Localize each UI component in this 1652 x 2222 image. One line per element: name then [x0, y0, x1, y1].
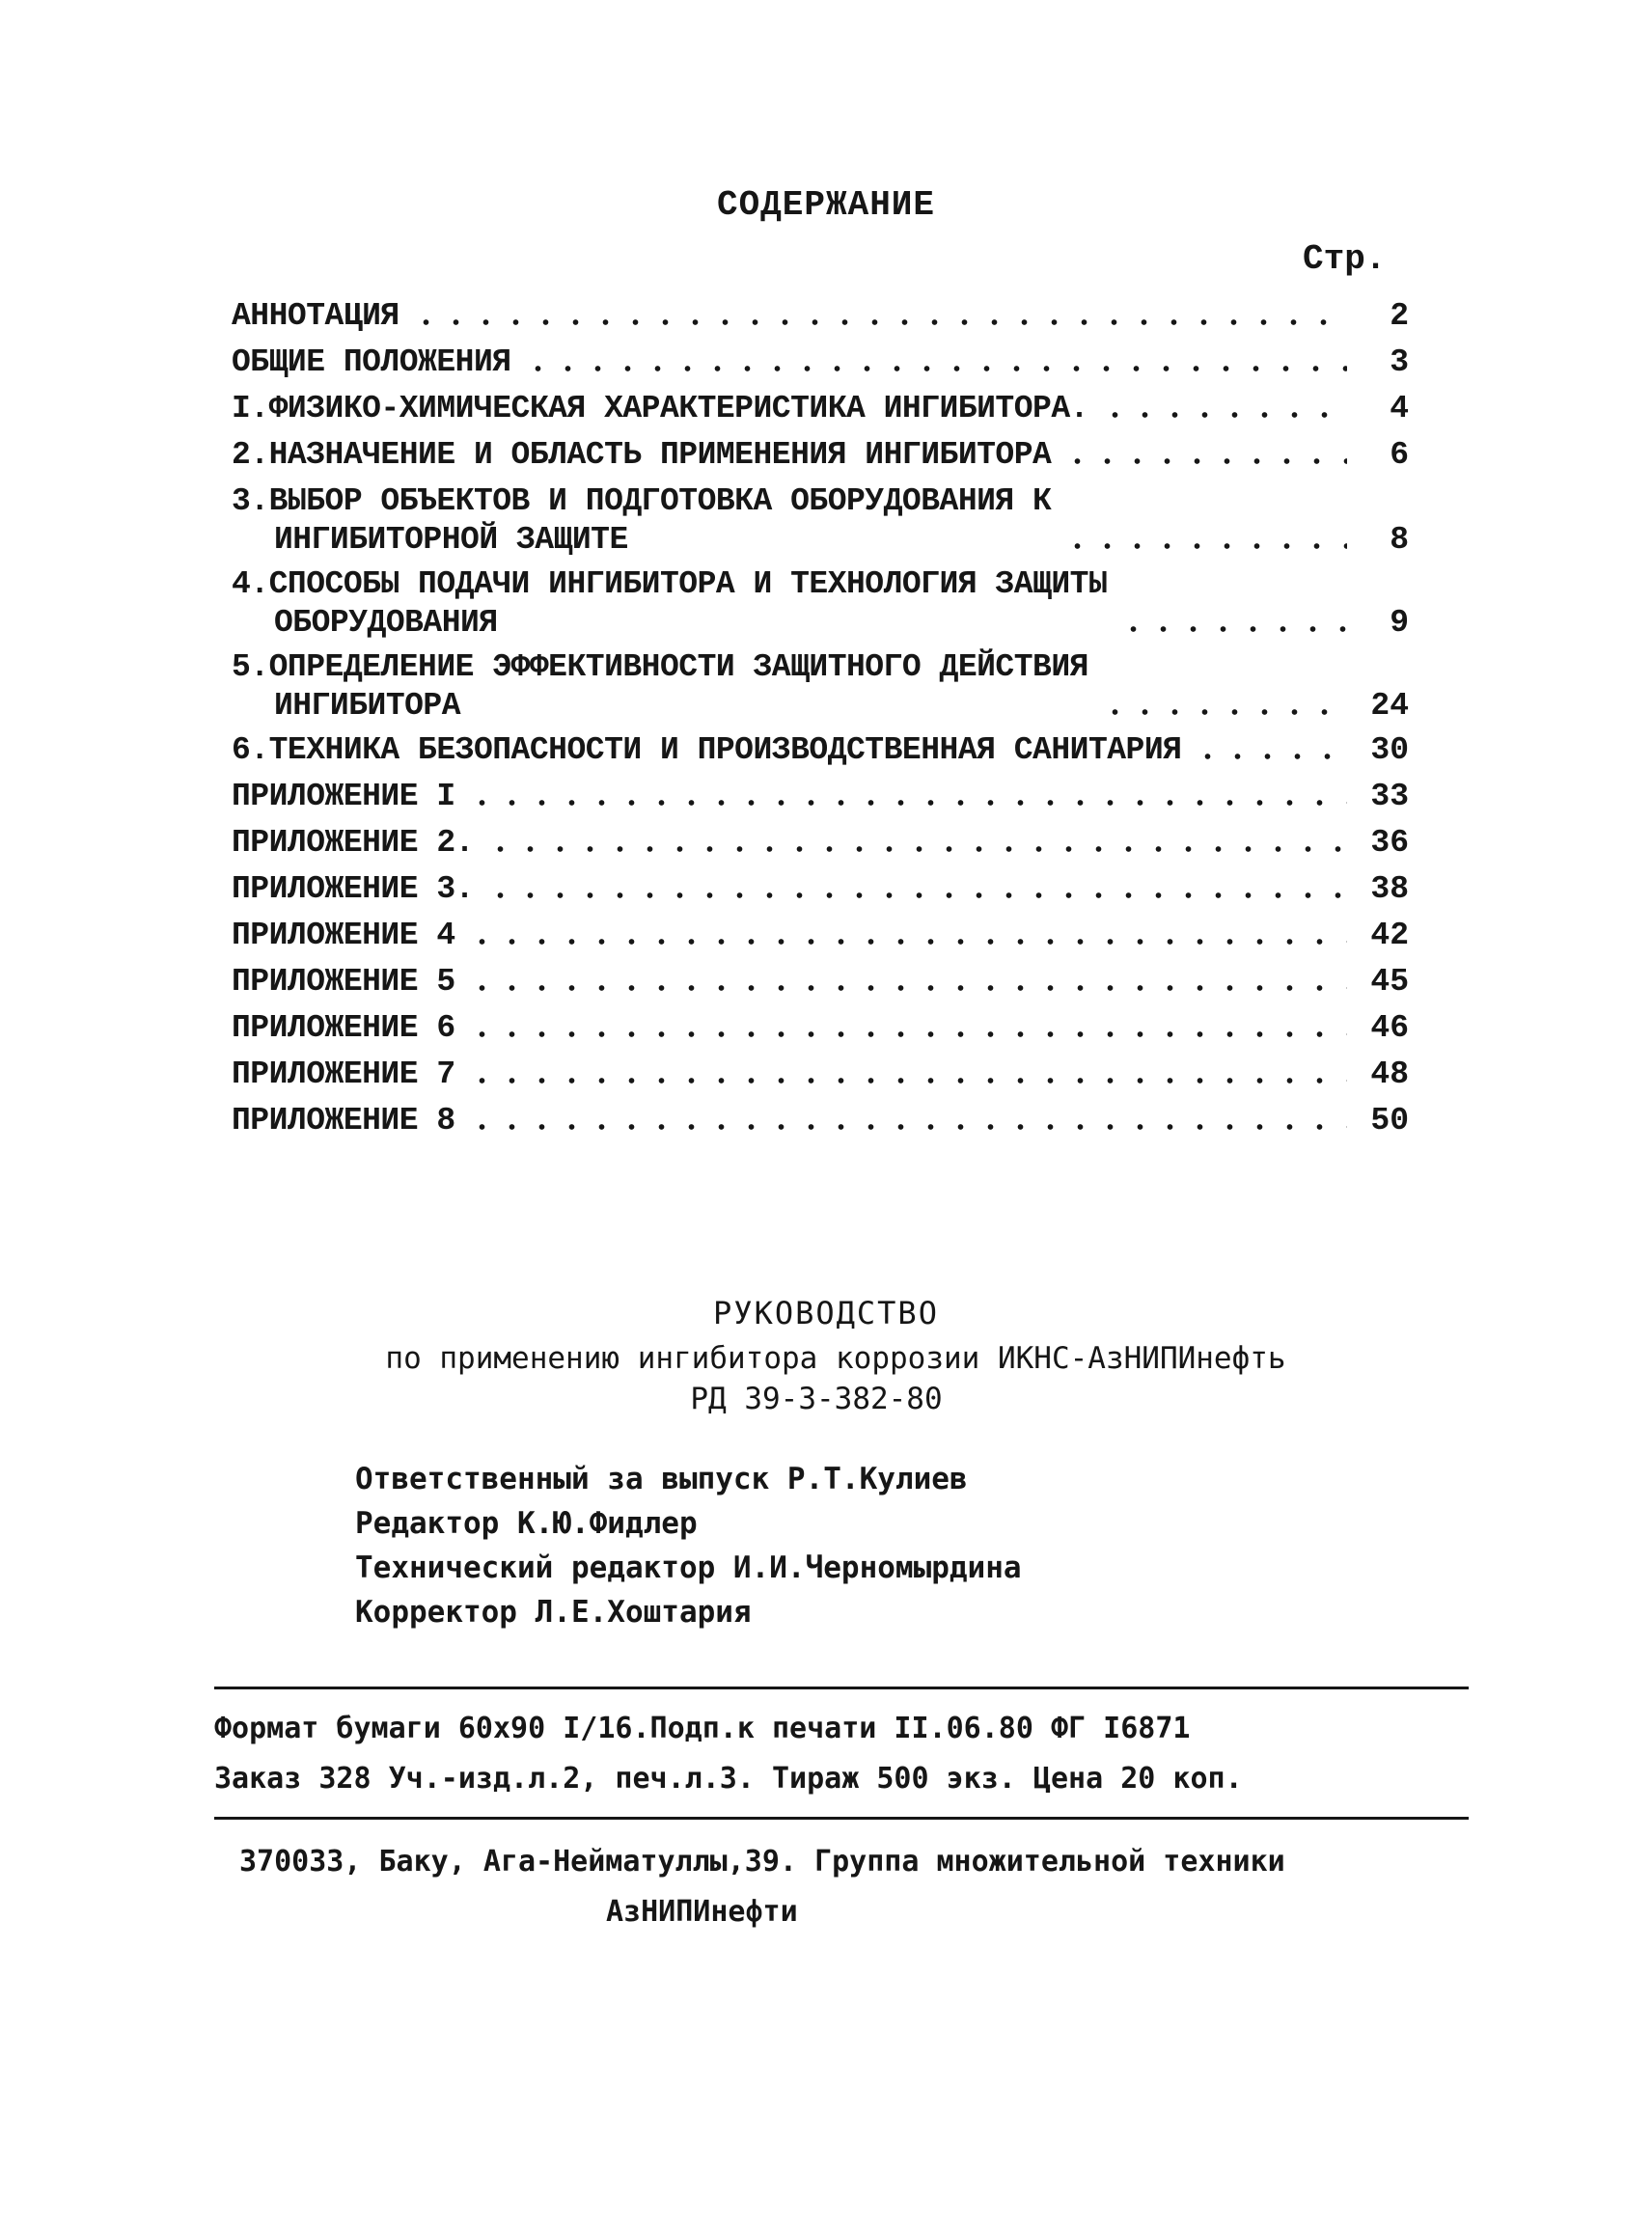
toc-dot-leader [1100, 708, 1347, 716]
divider-bottom [214, 1817, 1469, 1820]
toc-entry-title-line2: ИНГИБИТОРА [274, 688, 461, 724]
toc-entry-title: ПРИЛОЖЕНИЕ 3. [232, 871, 474, 907]
toc-entry [232, 870, 1409, 909]
toc-dot-leader [1100, 411, 1347, 419]
credit-line: Редактор К.Ю.Фидлер [355, 1506, 698, 1541]
toc-entry [232, 917, 1409, 955]
toc-dot-leader [523, 365, 1347, 372]
toc-entry-title-line1: 5.ОПРЕДЕЛЕНИЕ ЭФФЕКТИВНОСТИ ЗАЩИТНОГО ДЕЙСТВИЯ [232, 649, 1088, 685]
toc-entry-page: 50 [1370, 1103, 1409, 1138]
imprint-line: Формат бумаги 60х90 I/16.Подп.к печати II.06.80 ФГ I6871 [214, 1712, 1191, 1745]
toc-page-column-header: Стр. [1303, 239, 1387, 279]
toc-entry-page: 6 [1390, 437, 1409, 473]
credit-line: Ответственный за выпуск Р.Т.Кулиев [355, 1462, 968, 1496]
guide-title-block [0, 1295, 1652, 1416]
toc-entry-page: 2 [1390, 298, 1409, 334]
divider-top [214, 1687, 1469, 1689]
publisher-address: 370033, Баку, Ага-Нейматуллы,39. Группа множительной техники [239, 1845, 1285, 1879]
toc-entry-page: 46 [1370, 1010, 1409, 1046]
toc-entry-title: ПРИЛОЖЕНИЕ 7 [232, 1056, 455, 1092]
toc-entry-title: I.ФИЗИКО-ХИМИЧЕСКАЯ ХАРАКТЕРИСТИКА ИНГИБИТОРА. [232, 391, 1088, 426]
toc-entry-page: 45 [1370, 964, 1409, 1000]
toc-dot-leader [411, 318, 1347, 326]
guide-subtitle: по применению ингибитора коррозии ИКНС-АзНИПИнефть [385, 1341, 1286, 1376]
toc-entry [232, 778, 1409, 816]
toc-entry-page: 3 [1390, 344, 1409, 380]
toc-entry-title: ПРИЛОЖЕНИЕ I [232, 779, 455, 814]
toc-entry-title: ПРИЛОЖЕНИЕ 8 [232, 1103, 455, 1138]
toc-dot-leader [467, 1030, 1347, 1038]
toc-entry-page: 48 [1370, 1056, 1409, 1092]
imprint-block [214, 1704, 1243, 1804]
toc-dot-leader [1062, 457, 1347, 465]
toc-dot-leader [467, 938, 1347, 946]
toc-dot-leader [467, 1077, 1347, 1084]
toc-entry-page: 36 [1370, 825, 1409, 861]
toc-list [232, 297, 1409, 1148]
credit-line: Корректор Л.Е.Хоштария [355, 1595, 752, 1630]
toc-dot-leader [467, 984, 1347, 992]
imprint-line: Заказ 328 Уч.-изд.л.2, печ.л.3. Тираж 500 экз. Цена 20 коп. [214, 1762, 1243, 1796]
toc-entry [232, 482, 1409, 560]
toc-entry-page: 8 [1390, 522, 1409, 558]
toc-dot-leader [467, 1123, 1347, 1131]
toc-dot-leader [485, 845, 1347, 853]
guide-doc-number: РД 39-3-382-80 [690, 1382, 943, 1416]
toc-dot-leader [467, 799, 1347, 807]
toc-entry [232, 648, 1409, 726]
publisher-org: АзНИПИнефти [606, 1895, 798, 1929]
toc-entry-page: 24 [1370, 688, 1409, 724]
toc-entry-page: 33 [1370, 779, 1409, 814]
toc-entry-page: 9 [1390, 605, 1409, 641]
toc-entry-title: 6.ТЕХНИКА БЕЗОПАСНОСТИ И ПРОИЗВОДСТВЕННАЯ САНИТАРИЯ [232, 732, 1182, 768]
toc-entry [232, 343, 1409, 382]
toc-entry [232, 963, 1409, 1001]
toc-entry-page: 42 [1370, 918, 1409, 953]
toc-entry [232, 1009, 1409, 1048]
toc-entry-title-line2: ОБОРУДОВАНИЯ [274, 605, 498, 641]
toc-entry-title: ПРИЛОЖЕНИЕ 6 [232, 1010, 455, 1046]
toc-entry [232, 565, 1409, 643]
toc-title: СОДЕРЖАНИЕ [716, 185, 936, 225]
toc-entry-page: 38 [1370, 871, 1409, 907]
guide-title: РУКОВОДСТВО [713, 1295, 939, 1331]
toc-entry-page: 30 [1370, 732, 1409, 768]
toc-entry-title: ПРИЛОЖЕНИЕ 4 [232, 918, 455, 953]
toc-dot-leader [1062, 542, 1347, 550]
toc-dot-leader [1118, 625, 1347, 633]
toc-entry-title-line1: 4.СПОСОБЫ ПОДАЧИ ИНГИБИТОРА И ТЕХНОЛОГИЯ ЗАЩИТЫ [232, 566, 1108, 602]
toc-entry-title-line1: 3.ВЫБОР ОБЪЕКТОВ И ПОДГОТОВКА ОБОРУДОВАНИЯ К [232, 483, 1052, 519]
credits-list [355, 1457, 1022, 1634]
toc-entry-title: ПРИЛОЖЕНИЕ 2. [232, 825, 474, 861]
toc-entry-title [232, 565, 1107, 643]
toc-entry [232, 436, 1409, 475]
toc-entry-title [232, 482, 1051, 560]
credit-line: Технический редактор И.И.Черномырдина [355, 1550, 1022, 1585]
toc-entry-title [232, 648, 1088, 726]
toc-entry [232, 390, 1409, 428]
toc-entry-title-line2: ИНГИБИТОРНОЙ ЗАЩИТЕ [274, 522, 628, 558]
toc-entry-title: ПРИЛОЖЕНИЕ 5 [232, 964, 455, 1000]
toc-entry [232, 1102, 1409, 1140]
toc-entry-title: АННОТАЦИЯ [232, 298, 399, 334]
toc-entry-title: 2.НАЗНАЧЕНИЕ И ОБЛАСТЬ ПРИМЕНЕНИЯ ИНГИБИТОРА [232, 437, 1052, 473]
toc-entry [232, 1056, 1409, 1094]
toc-entry [232, 297, 1409, 336]
toc-dot-leader [1193, 753, 1347, 760]
toc-entry [232, 824, 1409, 863]
toc-entry-title: ОБЩИЕ ПОЛОЖЕНИЯ [232, 344, 511, 380]
toc-dot-leader [485, 892, 1347, 899]
toc-entry [232, 731, 1409, 770]
toc-entry-page: 4 [1390, 391, 1409, 426]
publisher-block [239, 1837, 1285, 1937]
